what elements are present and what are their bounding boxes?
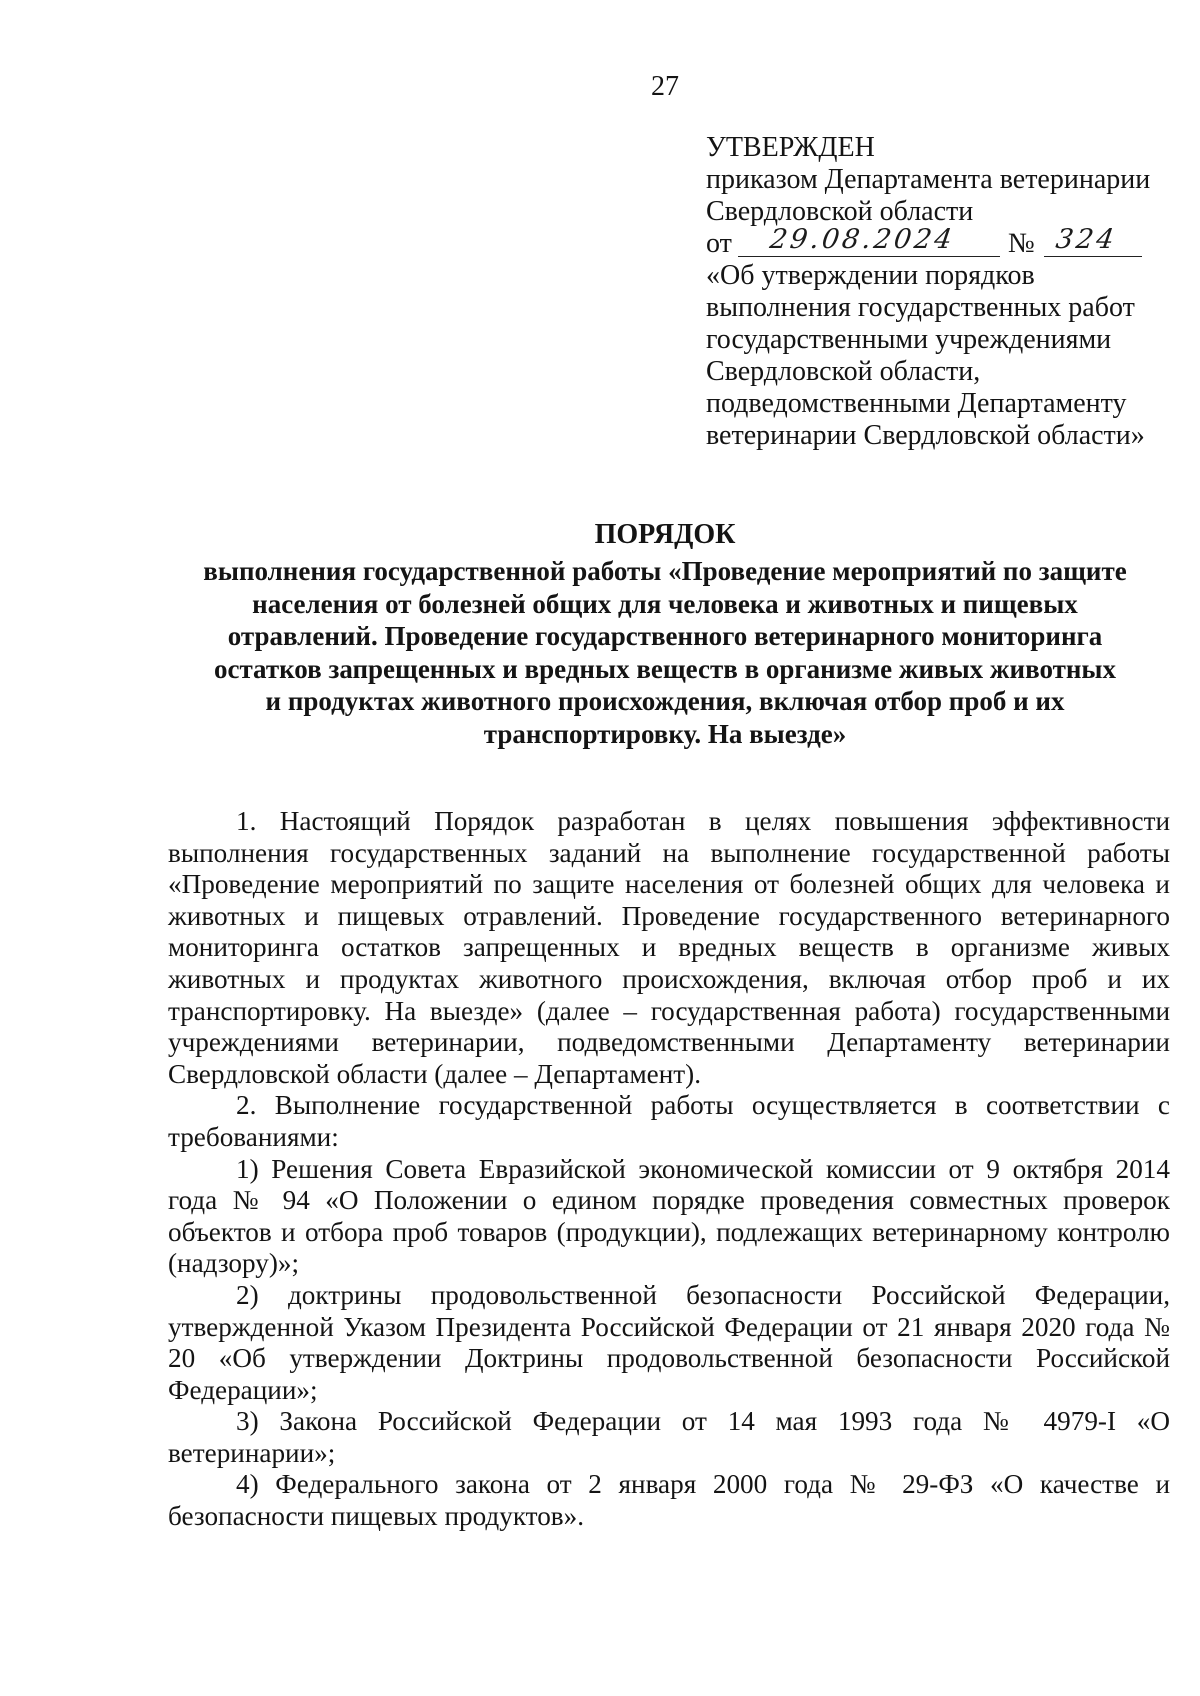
- number-blank-line: [1044, 256, 1142, 257]
- approval-title-line: Свердловской области,: [706, 356, 981, 387]
- subtitle-line: транспортировку. На выезде»: [483, 718, 847, 749]
- subtitle-line: остатков запрещенных и вредных веществ в организме живых животных: [213, 653, 1117, 684]
- approval-date-number-line: [706, 224, 1176, 260]
- number-label: №: [1008, 228, 1035, 259]
- subtitle-line: населения от болезней общих для человека и животных и пищевых: [252, 588, 1078, 619]
- document-subtitle: [160, 555, 1170, 750]
- approval-title-line: подведомственными Департаменту: [706, 388, 1127, 419]
- paragraph-2-item-2: 2) доктрины продовольственной безопасности Российской Федерации, утвержденной Указом Президента Российской Федерации от 21 января 2020 года № 20 «Об утверждении Доктрины продовольственной безопасности Российской Федерации»;: [168, 1279, 1170, 1405]
- handwritten-number: 324: [1053, 224, 1119, 255]
- approval-order-line: приказом Департамента ветеринарии: [706, 164, 1151, 195]
- subtitle-line: отравлений. Проведение государственного ветеринарного мониторинга: [227, 621, 1103, 651]
- approval-title-line: «Об утверждении порядков: [706, 260, 1035, 291]
- subtitle-line: и продуктах животного происхождения, включая отбор проб и их: [265, 686, 1065, 716]
- paragraph-2-item-3: 3) Закона Российской Федерации от 14 мая 1993 года № 4979-I «О ветеринарии»;: [168, 1406, 1170, 1468]
- document-title: ПОРЯДОК: [594, 519, 736, 550]
- paragraph-2: 2. Выполнение государственной работы осуществляется в соответствии с требованиями:: [168, 1090, 1170, 1152]
- date-blank-line: [738, 256, 1000, 257]
- from-label: от: [706, 228, 732, 259]
- approval-title-line: государственными учреждениями: [706, 324, 1112, 355]
- approval-heading: УТВЕРЖДЕН: [706, 132, 875, 163]
- paragraph-2-item-1: 1) Решения Совета Евразийской экономической комиссии от 9 октября 2014 года № 94 «О Положении о едином порядке проведения совместных проверок объектов и отбора проб товаров (продукции), подлежащих ветеринарному контролю (надзору)»;: [168, 1153, 1170, 1279]
- page-number: 27: [651, 71, 679, 102]
- approval-region-line: Свердловской области: [706, 196, 974, 227]
- approval-title-line: ветеринарии Свердловской области»: [706, 420, 1145, 451]
- approval-title-line: выполнения государственных работ: [706, 292, 1135, 323]
- paragraph-1: 1. Настоящий Порядок разработан в целях повышения эффективности выполнения государственных заданий на выполнение государственной работы «Проведение мероприятий по защите населения от болезней общих для человека и животных и пищевых отравлений. Проведение государственного ветеринарного мониторинга остатков запрещенных и вредных веществ в организме живых животных и продуктах животного происхождения, включая отбор проб и их транспортировку. На выезде» (далее – государственная работа) государственными учреждениями ветеринарии, подведомственными Департаменту ветеринарии Свердловской области (далее – Департамент).: [168, 806, 1170, 1089]
- paragraph-2-item-4: 4) Федерального закона от 2 января 2000 года № 29-ФЗ «О качестве и безопасности пищевых продуктов».: [168, 1469, 1170, 1532]
- document-body: [168, 806, 1170, 1533]
- handwritten-date: 29.08.2024: [767, 224, 957, 255]
- approval-stamp-block: [706, 132, 1176, 452]
- subtitle-line: выполнения государственной работы «Проведение мероприятий по защите: [203, 556, 1127, 586]
